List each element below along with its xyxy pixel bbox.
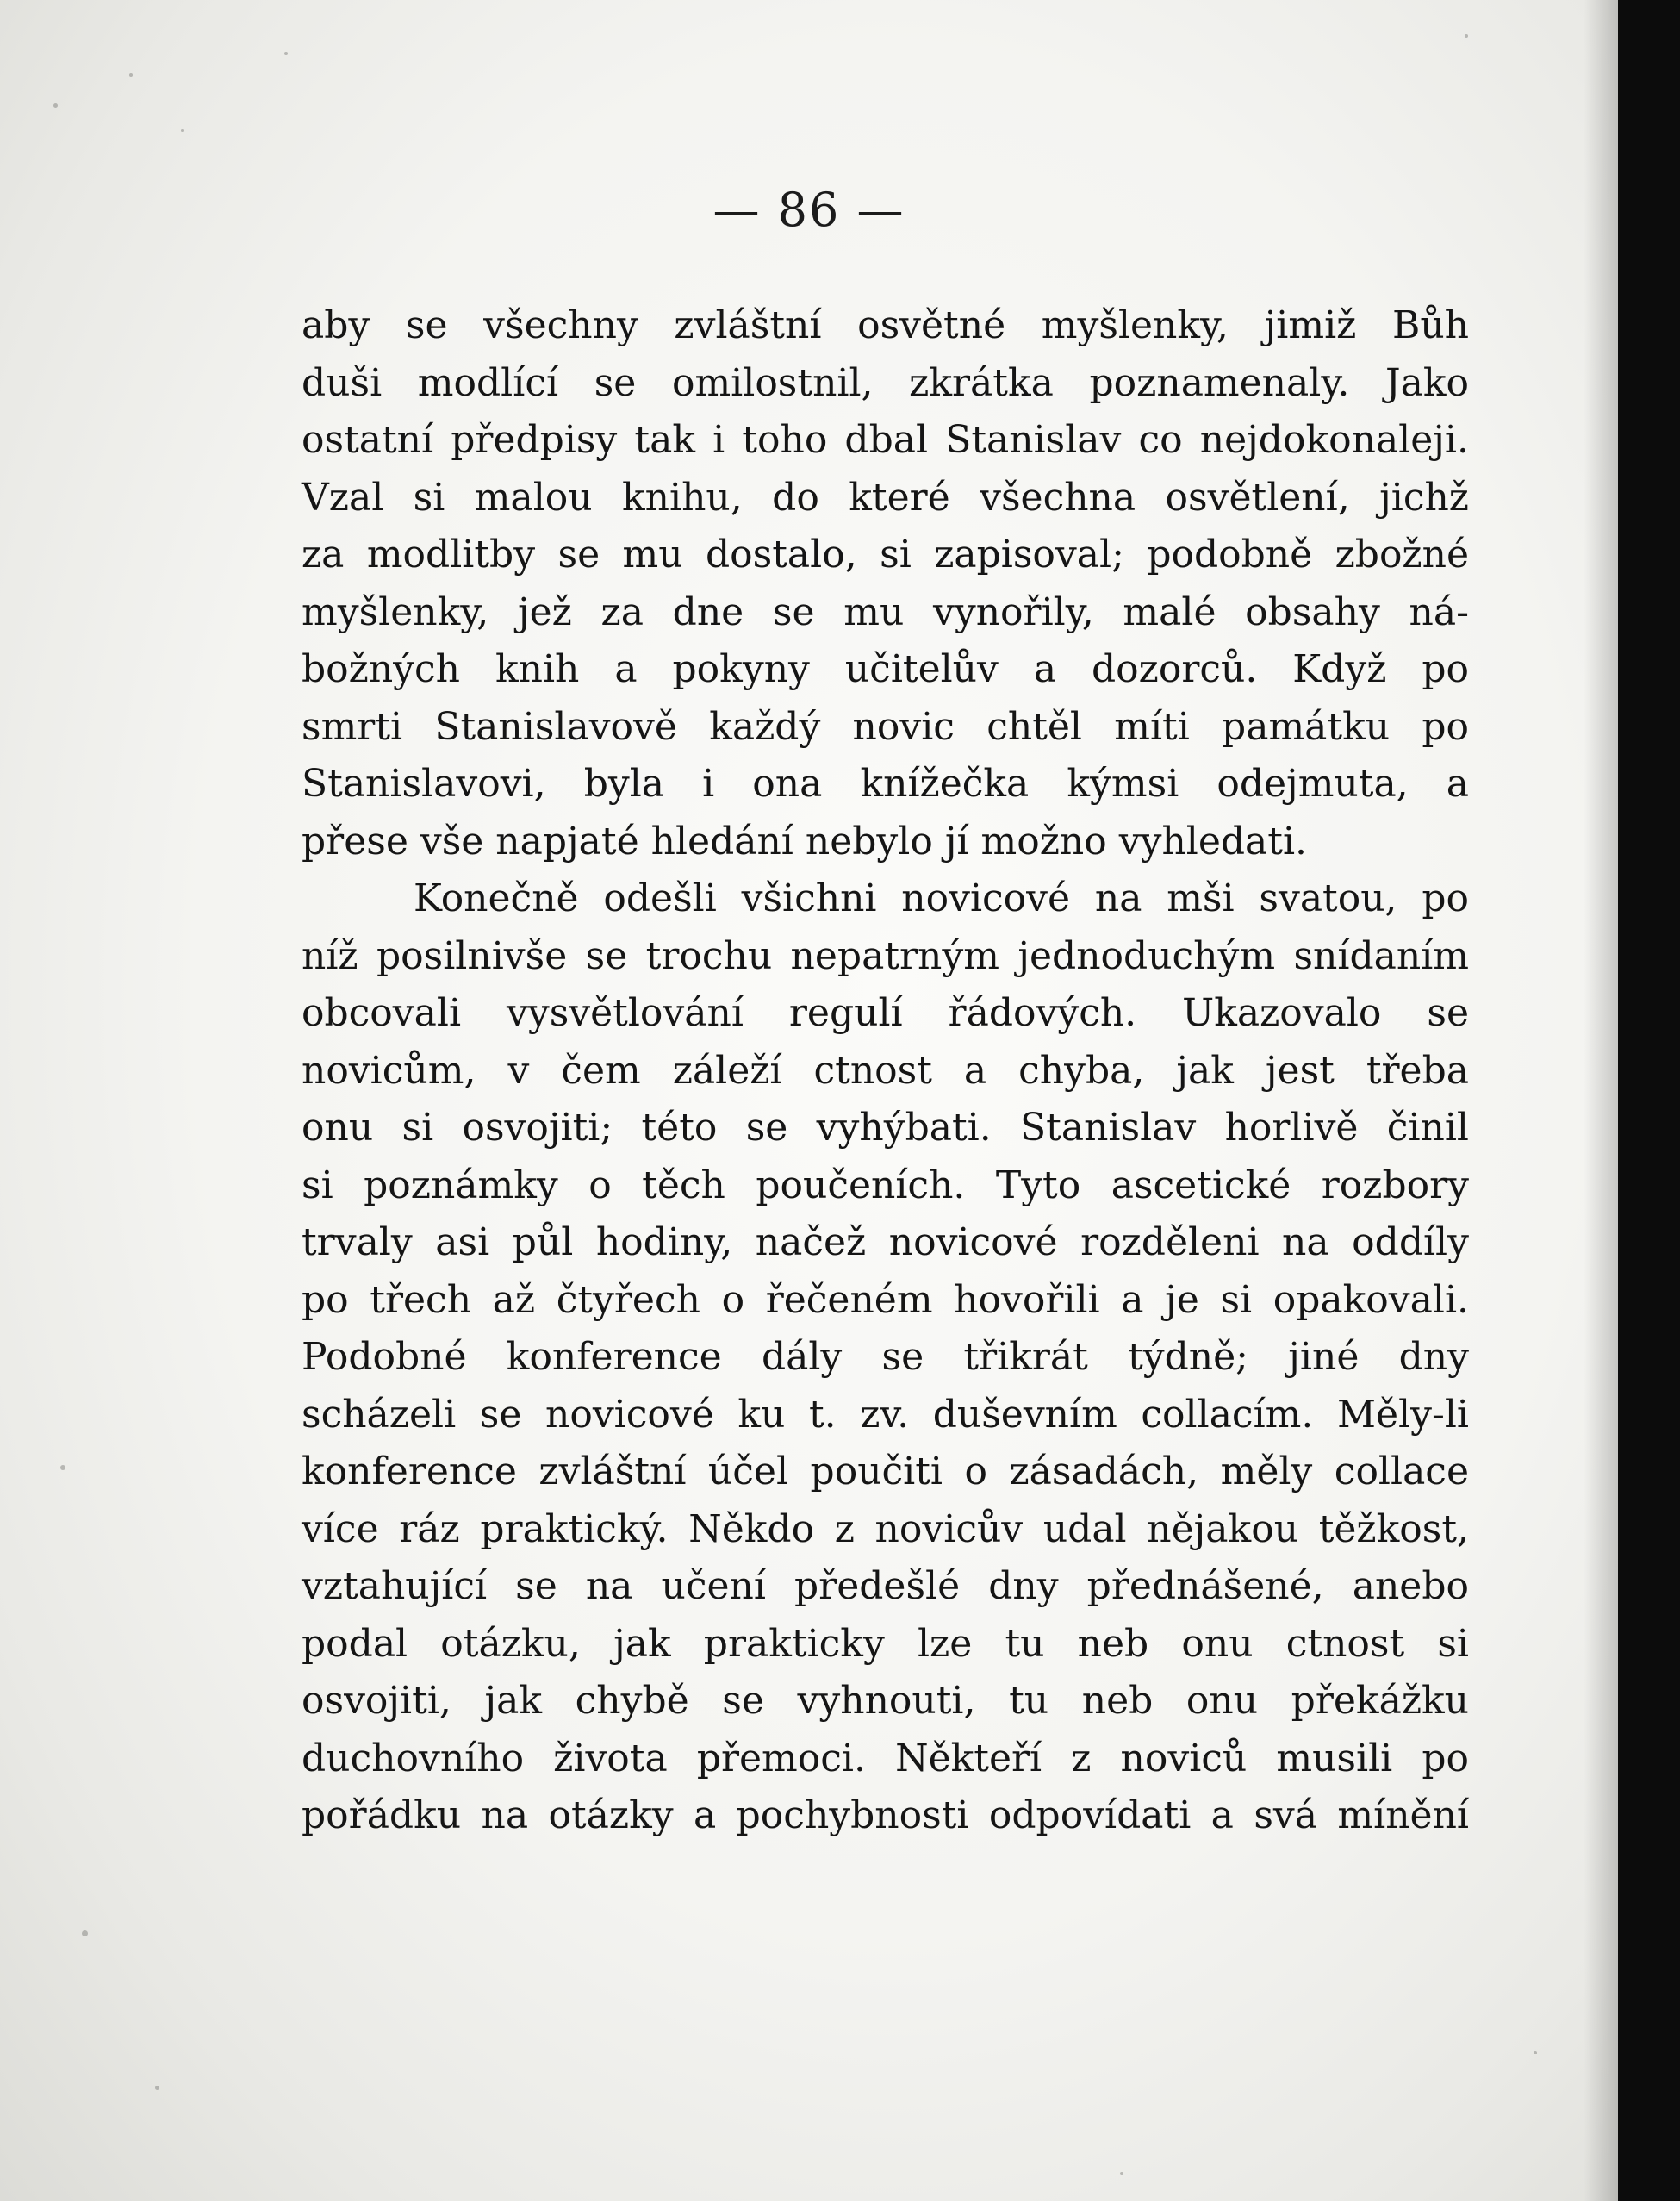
paper-speck — [82, 1930, 88, 1936]
text-line: božných knih a pokyny učitelův a dozorců. Když po — [302, 647, 1469, 691]
page-edge-shadow — [1584, 0, 1618, 2201]
paragraph-1 — [302, 297, 1469, 870]
text-line: obcovali vysvětlování regulí řádových. Ukazovalo se — [302, 991, 1469, 1035]
text-line: níž posilnivše se trochu nepatrným jednoduchým snídaním — [302, 933, 1469, 978]
text-line: přese vše napjaté hledání nebylo jí možno vyhledati. — [302, 819, 1308, 864]
paper-speck — [129, 73, 133, 77]
text-line: onu si osvojiti; této se vyhýbati. Stanislav horlivě činil — [302, 1106, 1469, 1150]
paper-speck — [53, 103, 58, 108]
page-number: — 86 — — [712, 183, 905, 237]
paper-speck — [1120, 2172, 1123, 2175]
text-line: scházeli se novicové ku t. zv. duševním collacím. Měly-li — [302, 1392, 1469, 1437]
text-line: aby se všechny zvláštní osvětné myšlenky, jimiž Bůh — [302, 303, 1469, 347]
paragraph-2 — [302, 870, 1469, 1845]
text-line: konference zvláštní účel poučiti o zásadách, měly collace — [302, 1450, 1469, 1493]
text-line: Stanislavovi, byla i ona knížečka kýmsi odejmuta, a — [302, 762, 1469, 806]
text-line: Vzal si malou knihu, do které všechna osvětlení, jichž — [302, 475, 1469, 520]
text-line: osvojiti, jak chybě se vyhnouti, tu neb onu překážku — [302, 1679, 1469, 1723]
paper-speck — [155, 2086, 159, 2090]
text-line: vztahující se na učení předešlé dny přednášené, anebo — [302, 1564, 1469, 1608]
text-line: duchovního života přemoci. Někteří z noviců musili po — [302, 1736, 1469, 1780]
text-line: novicům, v čem záleží ctnost a chyba, jak jest třeba — [302, 1048, 1469, 1093]
text-line: trvaly asi půl hodiny, načež novicové rozděleni na oddíly — [302, 1220, 1469, 1264]
text-line: smrti Stanislavově každý novic chtěl míti památku po — [302, 704, 1469, 749]
text-line: za modlitby se mu dostalo, si zapisoval; podobně zbožné — [302, 533, 1469, 577]
text-line: Podobné konference dály se třikrát týdně; jiné dny — [302, 1335, 1469, 1379]
text-line: si poznámky o těch poučeních. Tyto ascetické rozbory — [302, 1163, 1469, 1207]
paper-speck — [60, 1465, 65, 1470]
paper-speck — [181, 129, 184, 132]
text-line: ostatní předpisy tak i toho dbal Stanislav co nejdokonaleji. — [302, 418, 1469, 462]
text-line: podal otázku, jak prakticky lze tu neb onu ctnost si — [302, 1621, 1469, 1666]
paper-speck — [1465, 34, 1468, 38]
text-line: duši modlící se omilostnil, zkrátka poznamenaly. Jako — [302, 360, 1469, 405]
paper-speck — [1534, 2051, 1537, 2054]
body-text — [302, 297, 1469, 1845]
text-line: pořádku na otázky a pochybnosti odpovídati a svá mínění — [302, 1793, 1469, 1837]
text-line: více ráz praktický. Někdo z novicův udal nějakou těžkost, — [302, 1506, 1469, 1551]
text-line: po třech až čtyřech o řečeném hovořili a je si opakovali. — [302, 1277, 1469, 1322]
text-line: myšlenky, jež za dne se mu vynořily, malé obsahy ná- — [302, 589, 1469, 634]
paper-speck — [284, 52, 288, 55]
text-line: Konečně odešli všichni novicové na mši svatou, po — [414, 876, 1469, 920]
